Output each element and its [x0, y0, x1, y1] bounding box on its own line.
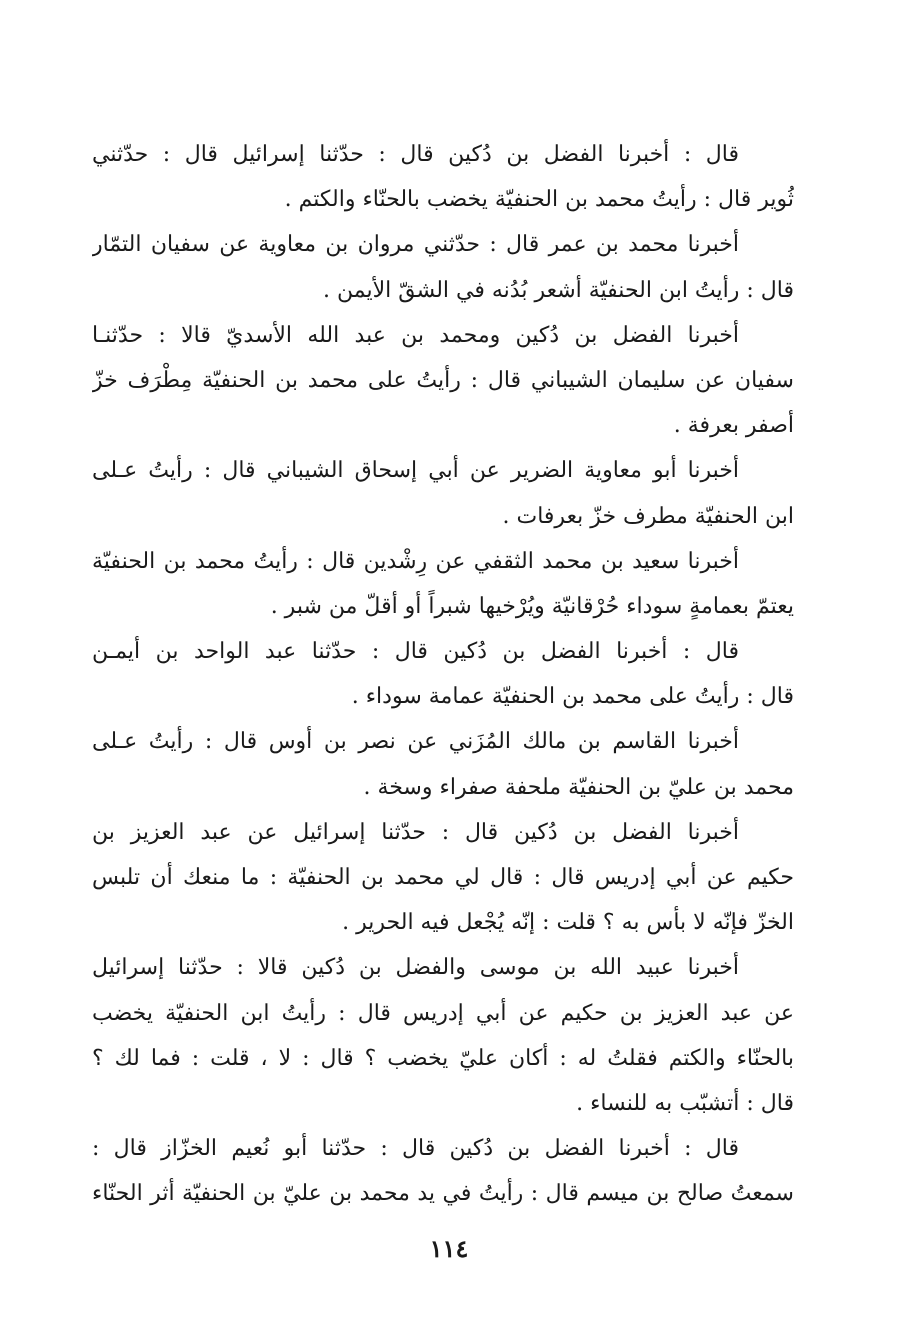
text-line: أخبرنا الفضل بن دُكين قال : حدّثنا إسرائيل عن عبد العزيز بن — [92, 819, 739, 845]
text-line: أخبرنا سعيد بن محمد الثقفي عن رِشْدين قال : رأيتُ محمد بن الحنفيّة — [92, 548, 739, 574]
text-line: ثُوير قال : رأيتُ محمد بن الحنفيّة يخضب بالحنّاء والكتم . — [284, 187, 794, 213]
text-line: قال : رأيتُ ابن الحنفيّة أشعر بُدُنه في الشقّ الأيمن . — [323, 277, 794, 303]
text-line: ابن الحنفيّة مطرف خزّ بعرفات . — [502, 503, 794, 529]
text-line: أخبرنا القاسم بن مالك المُزَني عن نصر بن أوس قال : رأيتُ عـلى — [92, 729, 739, 755]
text-line: قال : أخبرنا الفضل بن دُكين قال : حدّثنا عبد الواحد بن أيمـن — [92, 639, 739, 665]
text-line: قال : أتشبّب به للنساء . — [576, 1090, 794, 1116]
text-line: بالحنّاء والكتم فقلتُ له : أكان عليّ يخضب ؟ قال : لا ، قلت : فما لك ؟ — [92, 1045, 794, 1071]
text-line: حكيم عن أبي إدريس قال : قال لي محمد بن الحنفيّة : ما منعك أن تلبس — [92, 865, 794, 890]
text-line: يعتمّ بعمامةٍ سوداء حُرْقانيّة ويُرْخيها شبراً أو أقلّ من شبر . — [270, 593, 794, 619]
page-number: ١١٤ — [429, 1234, 469, 1263]
page-text-body — [92, 132, 794, 1217]
text-line: أخبرنا الفضل بن دُكين ومحمد بن عبد الله الأسديّ قالا : حدّثنـا — [92, 322, 739, 348]
text-line: سمعتُ صالح بن ميسم قال : رأيتُ في يد محمد بن عليّ بن الحنفيّة أثر الحنّاء — [92, 1181, 794, 1207]
text-line: أصفر بعرفة . — [673, 413, 794, 439]
text-line: أخبرنا أبو معاوية الضرير عن أبي إسحاق الشيباني قال : رأيتُ عـلى — [92, 458, 739, 484]
text-line: أخبرنا محمد بن عمر قال : حدّثني مروان بن معاوية عن سفيان التمّار — [92, 232, 739, 258]
text-line: محمد بن عليّ بن الحنفيّة ملحفة صفراء وسخة . — [363, 774, 794, 800]
text-line: قال : أخبرنا الفضل بن دُكين قال : حدّثنا أبو نُعيم الخزّاز قال : — [92, 1136, 739, 1162]
text-line: قال : أخبرنا الفضل بن دُكين قال : حدّثنا إسرائيل قال : حدّثني — [92, 142, 739, 167]
text-line: سفيان عن سليمان الشيباني قال : رأيتُ على محمد بن الحنفيّة مِطْرَف خزّ — [92, 367, 794, 393]
text-line: الخزّ فإنّه لا بأس به ؟ قلت : إنّه يُجْعل فيه الحرير . — [342, 910, 794, 936]
text-line: عن عبد العزيز بن حكيم عن أبي إدريس قال : رأيتُ ابن الحنفيّة يخضب — [92, 1000, 794, 1026]
text-line: أخبرنا عبيد الله بن موسى والفضل بن دُكين قالا : حدّثنا إسرائيل — [92, 955, 739, 981]
text-line: قال : رأيتُ على محمد بن الحنفيّة عمامة سوداء . — [351, 684, 794, 710]
